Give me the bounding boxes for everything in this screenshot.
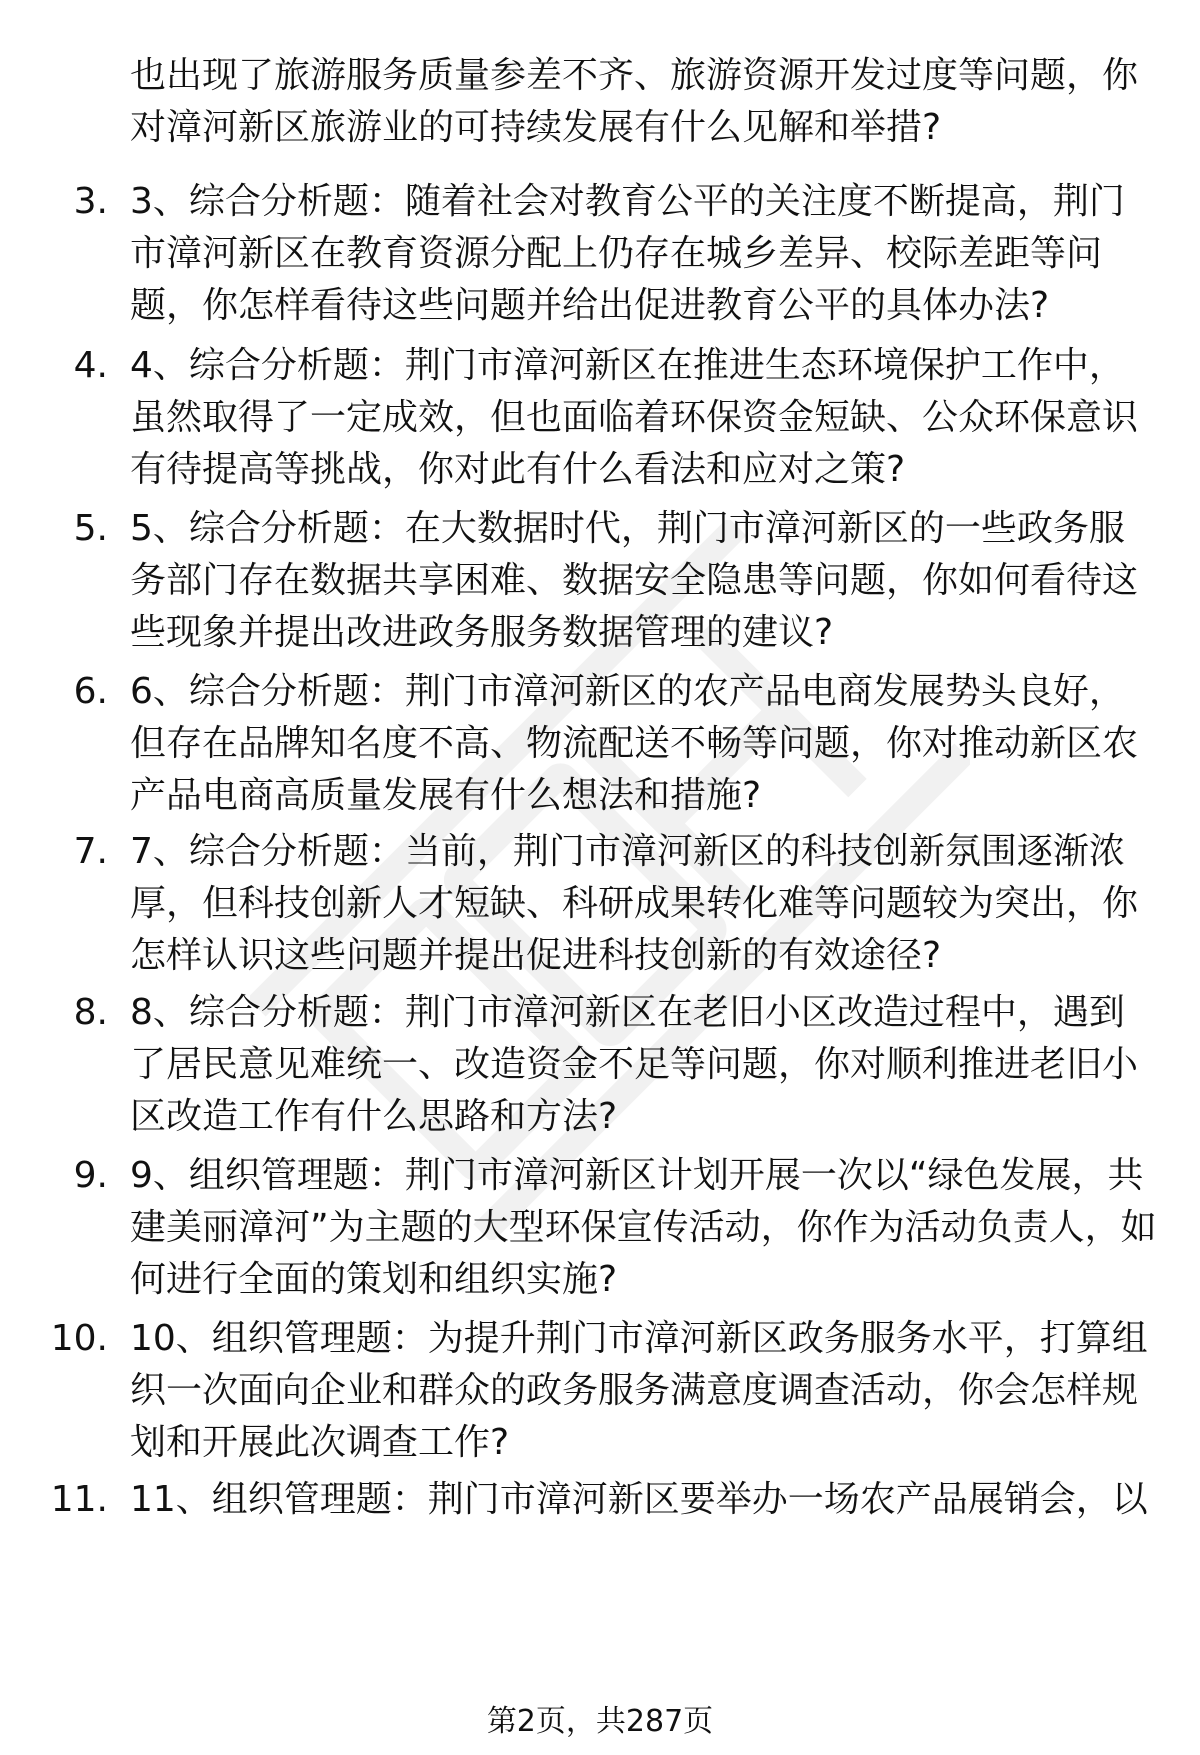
item-text: 3、综合分析题：随着社会对教育公平的关注度不断提高，荆门市漳河新区在教育资源分配上仍存在城乡差异、校际差距等问题，你怎样看待这些问题并给出促进教育公平的具体办法? (130, 181, 1125, 326)
item-text: 6、综合分析题：荆门市漳河新区的农产品电商发展势头良好，但存在品牌知名度不高、物流配送不畅等问题，你对推动新区农产品电商高质量发展有什么想法和措施? (130, 671, 1139, 816)
item-number: 9. (73, 1155, 108, 1196)
item-number: 11. (50, 1479, 108, 1520)
item-number: 3. (73, 181, 108, 222)
page-footer: 第2页，共287页 (486, 1704, 714, 1739)
item-text: 9、组织管理题：荆门市漳河新区计划开展一次以“绿色发展，共建美丽漳河”为主题的大型环保宣传活动，你作为活动负责人，如何进行全面的策划和组织实施? (130, 1155, 1157, 1300)
continued-paragraph: 也出现了旅游服务质量参差不齐、旅游资源开发过度等问题，你对漳河新区旅游业的可持续发展有什么见解和举措? (130, 55, 1139, 148)
item-text: 7、综合分析题：当前，荆门市漳河新区的科技创新氛围逐渐浓厚，但科技创新人才短缺、科研成果转化难等问题较为突出，你怎样认识这些问题并提出促进科技创新的有效途径? (130, 831, 1139, 976)
item-number: 8. (73, 992, 108, 1033)
item-text: 11、组织管理题：荆门市漳河新区要举办一场农产品展销会，以 (130, 1479, 1148, 1520)
item-number: 6. (73, 671, 108, 712)
item-text: 4、综合分析题：荆门市漳河新区在推进生态环境保护工作中，虽然取得了一定成效，但也面临着环保资金短缺、公众环保意识有待提高等挑战，你对此有什么看法和应对之策? (130, 345, 1139, 490)
item-number: 10. (50, 1318, 108, 1359)
item-text: 10、组织管理题：为提升荆门市漳河新区政务服务水平，打算组织一次面向企业和群众的政务服务满意度调查活动，你会怎样规划和开展此次调查工作? (130, 1318, 1148, 1463)
item-text: 5、综合分析题：在大数据时代，荆门市漳河新区的一些政务服务部门存在数据共享困难、数据安全隐患等问题，你如何看待这些现象并提出改进政务服务数据管理的建议? (130, 508, 1139, 653)
item-number: 4. (73, 345, 108, 386)
item-number: 5. (73, 508, 108, 549)
item-text: 8、综合分析题：荆门市漳河新区在老旧小区改造过程中，遇到了居民意见难统一、改造资金不足等问题，你对顺利推进老旧小区改造工作有什么思路和方法? (130, 992, 1139, 1137)
item-number: 7. (73, 831, 108, 872)
